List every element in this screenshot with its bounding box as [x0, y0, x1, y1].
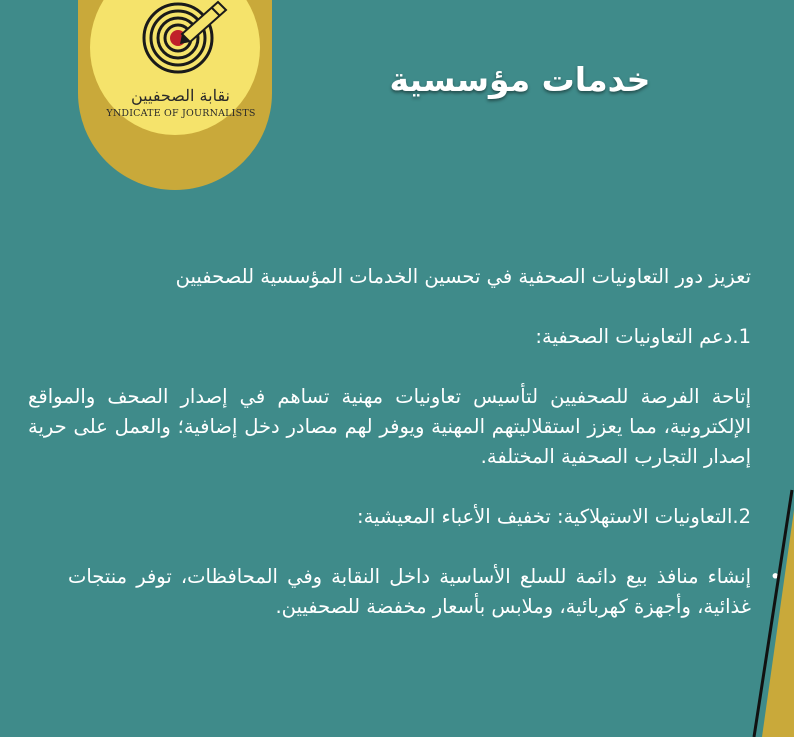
corner-decoration	[740, 470, 794, 737]
section2-heading: 2.التعاونيات الاستهلاكية: تخفيف الأعباء المعيشية:	[357, 505, 751, 528]
list-item	[68, 562, 781, 622]
page-title: خدمات مؤسسية	[389, 60, 651, 99]
list-item-text: إنشاء منافذ بيع دائمة للسلع الأساسية داخل النقابة وفي المحافظات، توفر منتجات غذائية، وأجهزة كهربائية، وملابس بأسعار مخفضة للصحفيين.	[68, 565, 751, 618]
section2-list	[28, 562, 781, 622]
section1-heading: 1.دعم التعاونيات الصحفية:	[535, 325, 751, 348]
intro-paragraph: تعزيز دور التعاونيات الصحفية في تحسين الخدمات المؤسسية للصحفيين	[175, 265, 751, 288]
content-body	[28, 262, 781, 622]
bullet-icon: •	[769, 566, 781, 588]
section1-paragraph: إتاحة الفرصة للصحفيين لتأسيس تعاونيات مهنية تساهم في إصدار الصحف والمواقع الإلكترونية، مما يعزز استقلاليتهم المهنية ويوفر لهم مصادر دخل إضافية؛ والعمل على حرية إصدار التجارب الصحفية المختلفة.	[28, 385, 751, 468]
logo-arabic-text: نقابة الصحفيين	[131, 86, 230, 105]
logo-english-text: YNDICATE OF JOURNALISTS	[106, 108, 256, 119]
